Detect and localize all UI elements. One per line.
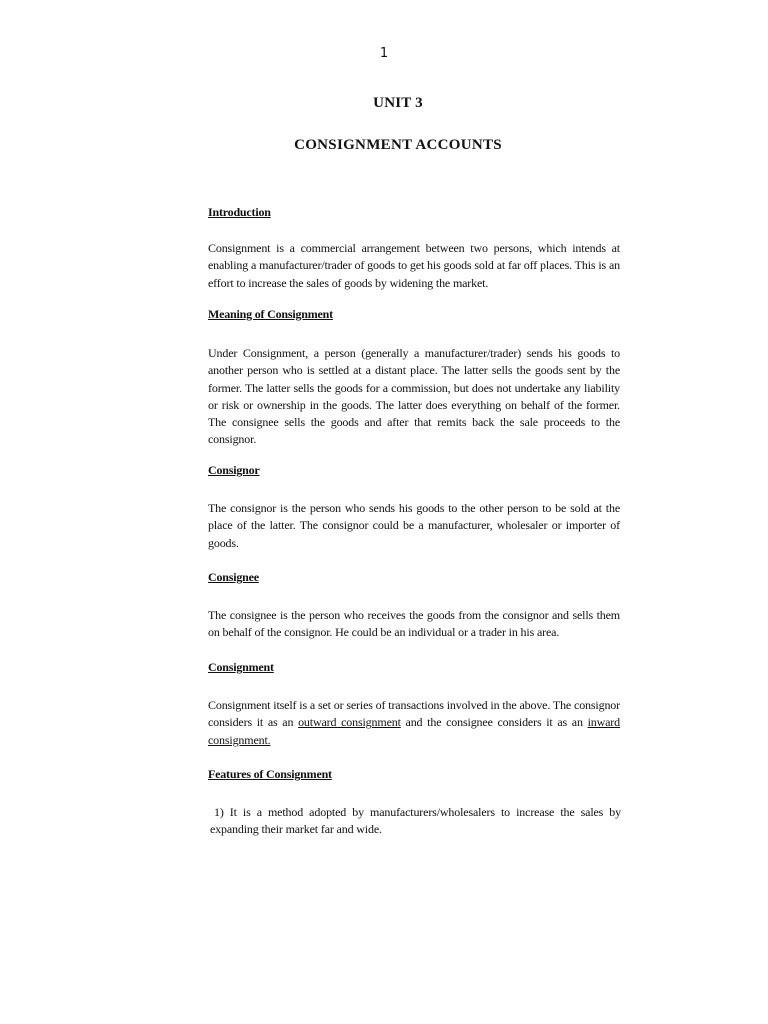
features-heading: Features of Consignment	[208, 767, 332, 781]
consignee-paragraph: The consignee is the person who receives the goods from the consignor and sells them on behalf of the consignor. He could be an individual or a trader in his area.	[208, 608, 620, 640]
meaning-heading: Meaning of Consignment	[208, 307, 333, 321]
unit-title: UNIT 3	[373, 95, 423, 111]
consignee-heading: Consignee	[208, 570, 259, 584]
introduction-paragraph: Consignment is a commercial arrangement between two persons, which intends at enabling a manufacturer/trader of goods to get his goods sold at far off places. This is an effort to increase the sales of goods by widening the market.	[208, 241, 620, 290]
consignor-heading: Consignor	[208, 463, 260, 477]
introduction-heading: Introduction	[208, 205, 271, 219]
consignment-text-part2: and the consignee considers it as an	[400, 715, 588, 730]
consignment-heading: Consignment	[208, 660, 274, 674]
consignor-paragraph: The consignor is the person who sends his goods to the other person to be sold at the place of the latter. The consignor could be a manufacturer, wholesaler or importer of goods.	[208, 501, 620, 550]
inward-consignment-term: inward consignment.	[208, 715, 621, 747]
consignment-paragraph	[208, 697, 620, 749]
page-number: 1	[379, 46, 389, 61]
consignment-text-part1: Consignment itself is a set or series of transactions involved in the above. The consignor considers it as an	[208, 698, 620, 730]
document-title: CONSIGNMENT ACCOUNTS	[294, 137, 502, 153]
outward-consignment-term: outward consignment	[298, 715, 401, 730]
meaning-paragraph: Under Consignment, a person (generally a manufacturer/trader) sends his goods to another person who is settled at a distant place. The latter sells the goods sent by the former. The latter sells the goods for a commission, but does not undertake any liability or risk or ownership in the goods. The latter does everything on behalf of the former. The consignee sells the goods and after that remits back the sale proceeds to the consignor.	[208, 346, 620, 447]
features-list-item: 1) It is a method adopted by manufacturers/wholesalers to increase the sales by expanding their market far and wide.	[210, 805, 621, 837]
